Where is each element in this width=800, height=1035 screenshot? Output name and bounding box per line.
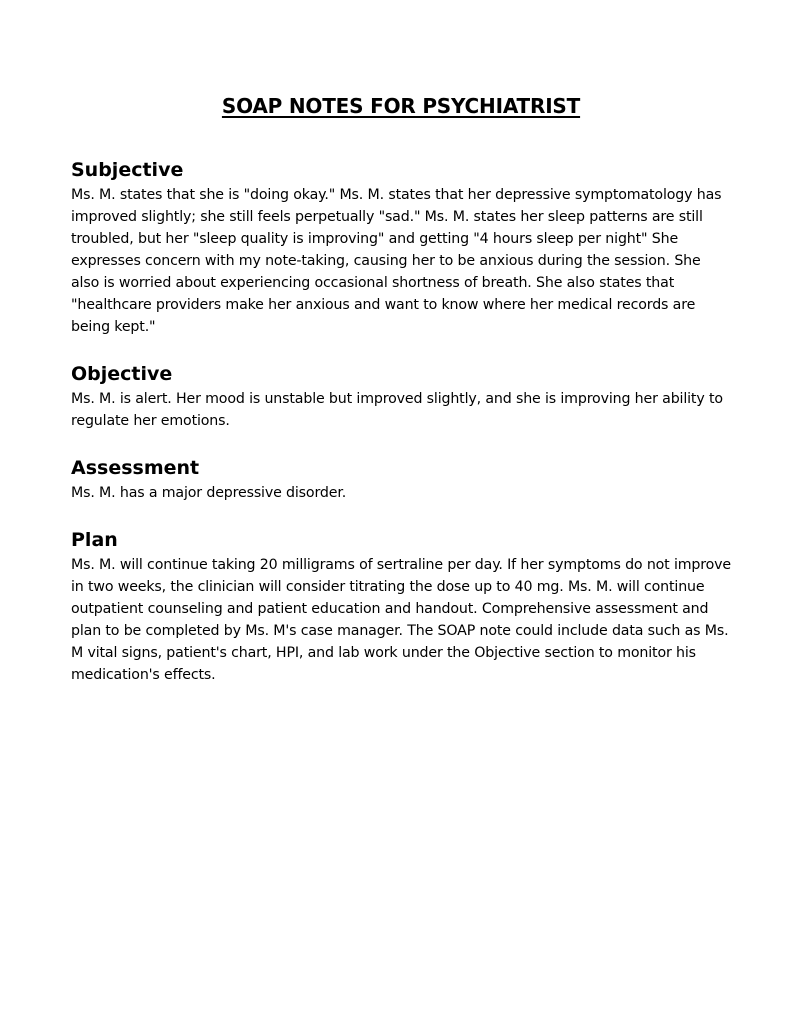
section-body-plan: Ms. M. will continue taking 20 milligrams of sertraline per day. If her symptoms do not improve in two weeks, the clinician will consider titrating the dose up to 40 mg. Ms. M. will continue outpatient counseling and patient education and handout. Comprehensive assessment and plan to be completed by Ms. M's case manager. The SOAP note could include data such as Ms. M vital signs, patient's chart, HPI, and lab work under the Objective section to monitor his medication's effects. bbox=[71, 557, 732, 683]
document-page bbox=[71, 94, 731, 710]
section-heading-subjective: Subjective bbox=[71, 159, 184, 181]
section-subjective bbox=[71, 158, 731, 338]
section-objective bbox=[71, 362, 731, 432]
section-heading-plan: Plan bbox=[71, 529, 118, 551]
section-heading-assessment: Assessment bbox=[71, 457, 200, 479]
document-title: SOAP NOTES FOR PSYCHIATRIST bbox=[221, 94, 581, 118]
section-body-assessment: Ms. M. has a major depressive disorder. bbox=[71, 485, 347, 501]
section-plan bbox=[71, 528, 731, 686]
section-assessment bbox=[71, 456, 731, 504]
section-body-objective: Ms. M. is alert. Her mood is unstable but improved slightly, and she is improving her ability to regulate her emotions. bbox=[71, 391, 723, 429]
section-heading-objective: Objective bbox=[71, 363, 173, 385]
section-body-subjective: Ms. M. states that she is "doing okay." Ms. M. states that her depressive symptomatology has improved slightly; she still feels perpetually "sad." Ms. M. states her sleep patterns are still troubled, but her "sleep quality is improving" and getting "4 hours sleep per night" She expresses concern with my note-taking, causing her to be anxious during the session. She also is worried about experiencing occasional shortness of breath. She also states that "healthcare providers make her anxious and want to know where her medical records are being kept." bbox=[71, 187, 722, 335]
